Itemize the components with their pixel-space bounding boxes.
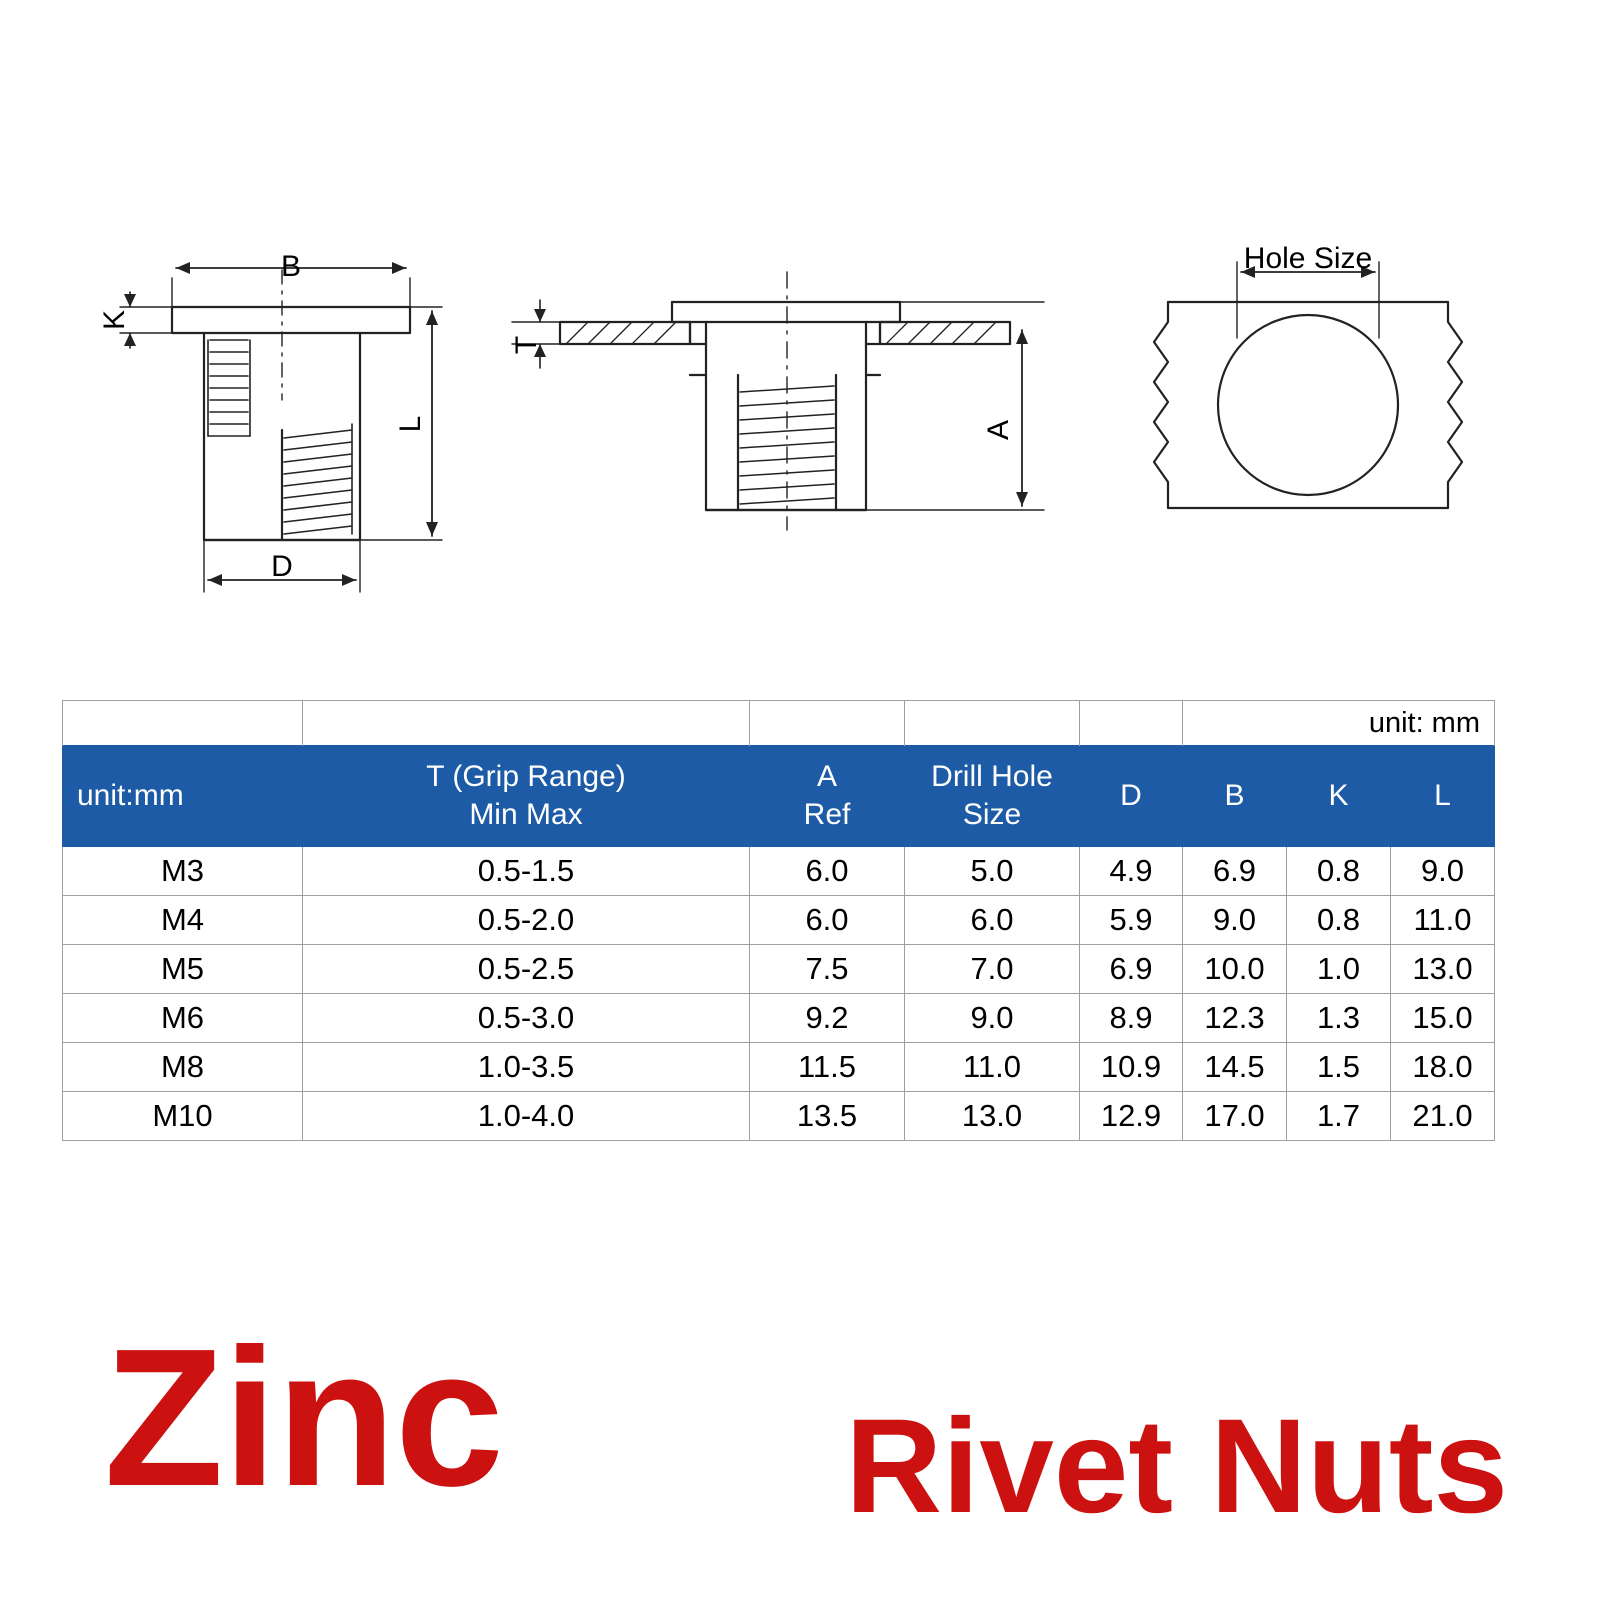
cell-drill: 9.0 bbox=[905, 994, 1080, 1043]
header-l: L bbox=[1391, 746, 1495, 847]
cell-b: 17.0 bbox=[1183, 1092, 1287, 1141]
cell-b: 10.0 bbox=[1183, 945, 1287, 994]
header-grip-line1: T (Grip Range) bbox=[426, 759, 626, 793]
cell-a: 6.0 bbox=[750, 847, 905, 896]
dim-label-k: K bbox=[97, 309, 131, 331]
cell-a: 11.5 bbox=[750, 1043, 905, 1092]
unit-row-spacer-1 bbox=[63, 701, 303, 746]
table-row bbox=[63, 896, 1495, 945]
cell-l: 13.0 bbox=[1391, 945, 1495, 994]
cell-d: 4.9 bbox=[1080, 847, 1183, 896]
table-row bbox=[63, 1092, 1495, 1141]
cell-d: 8.9 bbox=[1080, 994, 1183, 1043]
header-drill-line2: Size bbox=[962, 798, 1022, 831]
cell-grip: 0.5-2.0 bbox=[303, 896, 750, 945]
brand-title-primary: Zinc bbox=[104, 1308, 503, 1527]
dim-label-t: T bbox=[509, 335, 543, 355]
table-row bbox=[63, 847, 1495, 896]
cell-drill: 5.0 bbox=[905, 847, 1080, 896]
header-d: D bbox=[1080, 746, 1183, 847]
cell-b: 14.5 bbox=[1183, 1043, 1287, 1092]
cell-k: 1.5 bbox=[1287, 1043, 1391, 1092]
cell-size: M4 bbox=[63, 896, 303, 945]
cell-grip: 0.5-2.5 bbox=[303, 945, 750, 994]
unit-row-spacer-5 bbox=[1080, 701, 1183, 746]
cell-size: M8 bbox=[63, 1043, 303, 1092]
cell-l: 11.0 bbox=[1391, 896, 1495, 945]
unit-row-spacer-4 bbox=[905, 701, 1080, 746]
header-grip-range bbox=[303, 746, 750, 847]
dim-label-a: A bbox=[981, 419, 1015, 441]
cell-size: M6 bbox=[63, 994, 303, 1043]
header-k: K bbox=[1287, 746, 1391, 847]
cell-drill: 7.0 bbox=[905, 945, 1080, 994]
technical-drawings-panel bbox=[0, 0, 1600, 660]
header-a-line2: Ref bbox=[803, 798, 851, 831]
table-header-row bbox=[63, 746, 1495, 847]
cell-b: 12.3 bbox=[1183, 994, 1287, 1043]
cell-k: 1.7 bbox=[1287, 1092, 1391, 1141]
dim-label-hole-size: Hole Size bbox=[1243, 241, 1373, 275]
cell-k: 0.8 bbox=[1287, 896, 1391, 945]
header-grip-line2: Min Max bbox=[469, 798, 583, 831]
cell-l: 21.0 bbox=[1391, 1092, 1495, 1141]
cell-d: 5.9 bbox=[1080, 896, 1183, 945]
cell-l: 15.0 bbox=[1391, 994, 1495, 1043]
header-a bbox=[750, 746, 905, 847]
cell-grip: 0.5-3.0 bbox=[303, 994, 750, 1043]
header-b: B bbox=[1183, 746, 1287, 847]
rivet-nut-installed-view bbox=[509, 272, 1044, 530]
brand-title-secondary: Rivet Nuts bbox=[845, 1392, 1508, 1541]
table-unit-row bbox=[63, 701, 1495, 746]
drill-hole-view bbox=[1154, 262, 1462, 508]
cell-a: 13.5 bbox=[750, 1092, 905, 1141]
cell-size: M10 bbox=[63, 1092, 303, 1141]
cell-drill: 11.0 bbox=[905, 1043, 1080, 1092]
cell-k: 1.3 bbox=[1287, 994, 1391, 1043]
table-unit-note: unit: mm bbox=[1183, 701, 1495, 746]
cell-drill: 6.0 bbox=[905, 896, 1080, 945]
cell-d: 12.9 bbox=[1080, 1092, 1183, 1141]
cell-l: 18.0 bbox=[1391, 1043, 1495, 1092]
header-drill-hole-size bbox=[905, 746, 1080, 847]
cell-k: 0.8 bbox=[1287, 847, 1391, 896]
table-row bbox=[63, 994, 1495, 1043]
cell-a: 7.5 bbox=[750, 945, 905, 994]
specification-table bbox=[62, 700, 1495, 1141]
header-a-line1: A bbox=[816, 759, 837, 793]
cell-a: 6.0 bbox=[750, 896, 905, 945]
header-size: unit:mm bbox=[63, 746, 303, 847]
table-row bbox=[63, 945, 1495, 994]
cell-b: 9.0 bbox=[1183, 896, 1287, 945]
cell-grip: 1.0-4.0 bbox=[303, 1092, 750, 1141]
dim-label-d: D bbox=[271, 549, 293, 583]
specification-table-container bbox=[62, 700, 1494, 1141]
cell-grip: 1.0-3.5 bbox=[303, 1043, 750, 1092]
cell-l: 9.0 bbox=[1391, 847, 1495, 896]
drawings-svg bbox=[0, 0, 1600, 660]
cell-d: 6.9 bbox=[1080, 945, 1183, 994]
cell-b: 6.9 bbox=[1183, 847, 1287, 896]
unit-row-spacer-3 bbox=[750, 701, 905, 746]
cell-grip: 0.5-1.5 bbox=[303, 847, 750, 896]
cell-a: 9.2 bbox=[750, 994, 905, 1043]
cell-k: 1.0 bbox=[1287, 945, 1391, 994]
cell-d: 10.9 bbox=[1080, 1043, 1183, 1092]
cell-drill: 13.0 bbox=[905, 1092, 1080, 1141]
cell-size: M3 bbox=[63, 847, 303, 896]
unit-row-spacer-2 bbox=[303, 701, 750, 746]
dim-label-l: L bbox=[393, 415, 427, 433]
cell-size: M5 bbox=[63, 945, 303, 994]
header-drill-line1: Drill Hole bbox=[931, 759, 1053, 793]
table-row bbox=[63, 1043, 1495, 1092]
dim-label-b: B bbox=[280, 249, 302, 283]
